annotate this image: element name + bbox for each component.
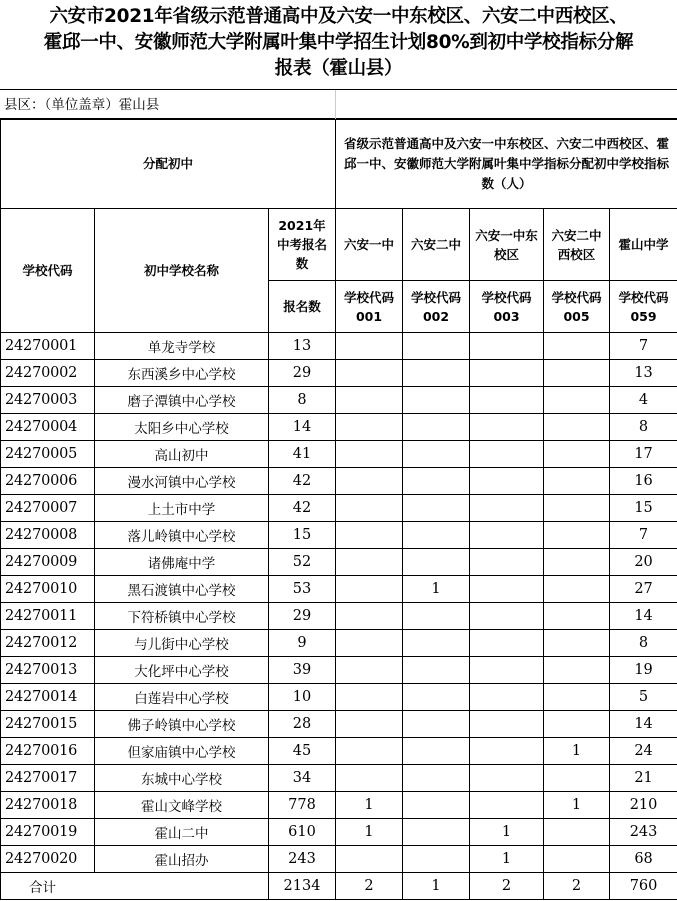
enroll-count-cell: 10 <box>269 684 336 711</box>
quota-cell-005 <box>544 522 610 549</box>
school-code-cell: 24270018 <box>1 792 95 819</box>
quota-cell-005: 1 <box>544 792 610 819</box>
school-code-cell: 24270003 <box>1 387 95 414</box>
school-name-cell: 东西溪乡中心学校 <box>95 360 269 387</box>
table-row <box>1 522 677 549</box>
school-code-cell: 24270009 <box>1 549 95 576</box>
quota-cell-005 <box>544 441 610 468</box>
quota-cell-005 <box>544 468 610 495</box>
table-row <box>1 738 677 765</box>
quota-cell-005 <box>544 819 610 846</box>
table-row <box>1 549 677 576</box>
quota-cell-059: 7 <box>610 522 677 549</box>
table-row <box>1 657 677 684</box>
quota-cell-002 <box>403 630 470 657</box>
quota-cell-001 <box>336 657 403 684</box>
school-name-cell: 诸佛庵中学 <box>95 549 269 576</box>
header-row-1 <box>1 120 677 209</box>
school-name-cell: 漫水河镇中心学校 <box>95 468 269 495</box>
quota-cell-001 <box>336 576 403 603</box>
school-name-cell: 白莲岩中心学校 <box>95 684 269 711</box>
quota-cell-005 <box>544 846 610 873</box>
quota-cell-003 <box>470 738 544 765</box>
quota-cell-003: 1 <box>470 846 544 873</box>
quota-cell-002: 1 <box>403 576 470 603</box>
enroll-count-cell: 28 <box>269 711 336 738</box>
table-row <box>1 603 677 630</box>
school-code-cell: 24270014 <box>1 684 95 711</box>
table-row <box>1 414 677 441</box>
quota-cell-001 <box>336 603 403 630</box>
school-code-cell: 24270001 <box>1 333 95 360</box>
school-name-cell: 佛子岭镇中心学校 <box>95 711 269 738</box>
school-code-cell: 24270013 <box>1 657 95 684</box>
school-name-cell: 单龙寺学校 <box>95 333 269 360</box>
quota-cell-002 <box>403 657 470 684</box>
table-row <box>1 846 677 873</box>
enroll-count-cell: 29 <box>269 603 336 630</box>
quota-cell-059: 16 <box>610 468 677 495</box>
total-cell-c005: 2 <box>544 873 610 900</box>
school-code-cell: 24270007 <box>1 495 95 522</box>
enroll-count-cell: 14 <box>269 414 336 441</box>
quota-cell-001 <box>336 468 403 495</box>
county-divider <box>335 90 336 120</box>
enroll-count-cell: 9 <box>269 630 336 657</box>
quota-cell-001 <box>336 630 403 657</box>
quota-cell-005 <box>544 684 610 711</box>
quota-cell-059: 7 <box>610 333 677 360</box>
quota-cell-002 <box>403 819 470 846</box>
table-row <box>1 765 677 792</box>
table-row <box>1 576 677 603</box>
county-label-row <box>0 89 677 119</box>
quota-cell-002 <box>403 387 470 414</box>
quota-cell-001 <box>336 846 403 873</box>
enroll-count-cell: 42 <box>269 468 336 495</box>
quota-cell-003 <box>470 576 544 603</box>
header-row-2 <box>1 209 677 281</box>
school-code-cell: 24270002 <box>1 360 95 387</box>
quota-cell-003 <box>470 765 544 792</box>
quota-cell-001 <box>336 333 403 360</box>
quota-cell-001 <box>336 549 403 576</box>
quota-cell-059: 19 <box>610 657 677 684</box>
report-title <box>0 0 677 89</box>
quota-cell-005: 1 <box>544 738 610 765</box>
school-name-cell: 上土市中学 <box>95 495 269 522</box>
enroll-count-cell: 243 <box>269 846 336 873</box>
quota-cell-059: 243 <box>610 819 677 846</box>
quota-cell-001 <box>336 414 403 441</box>
table-row <box>1 333 677 360</box>
title-line-1: 六安市2021年省级示范普通高中及六安一中东校区、六安二中西校区、 <box>49 6 628 27</box>
target-code-header-059: 学校代码059 <box>610 281 677 333</box>
quota-cell-002 <box>403 414 470 441</box>
school-code-cell: 24270008 <box>1 522 95 549</box>
quota-cell-005 <box>544 603 610 630</box>
quota-cell-005 <box>544 549 610 576</box>
table-row <box>1 360 677 387</box>
school-name-cell: 霍山招办 <box>95 846 269 873</box>
table-row <box>1 684 677 711</box>
school-name-cell: 黑石渡镇中心学校 <box>95 576 269 603</box>
school-code-cell: 24270004 <box>1 414 95 441</box>
quota-cell-059: 14 <box>610 603 677 630</box>
assign-header: 分配初中 <box>1 120 336 209</box>
school-name-cell: 落儿岭镇中心学校 <box>95 522 269 549</box>
quota-cell-001 <box>336 387 403 414</box>
quota-cell-005 <box>544 387 610 414</box>
quota-cell-003 <box>470 684 544 711</box>
table-row <box>1 711 677 738</box>
enroll-count-cell: 45 <box>269 738 336 765</box>
quota-cell-002 <box>403 711 470 738</box>
quota-cell-003 <box>470 522 544 549</box>
school-code-cell: 24270019 <box>1 819 95 846</box>
target-name-header-002: 六安二中 <box>403 209 470 281</box>
school-code-cell: 24270020 <box>1 846 95 873</box>
school-name-cell: 大化坪中心学校 <box>95 657 269 684</box>
quota-cell-002 <box>403 846 470 873</box>
school-code-cell: 24270006 <box>1 468 95 495</box>
quota-cell-003 <box>470 711 544 738</box>
allocation-table <box>0 119 677 900</box>
quota-cell-002 <box>403 549 470 576</box>
table-row <box>1 495 677 522</box>
total-cell-c002: 1 <box>403 873 470 900</box>
target-name-header-001: 六安一中 <box>336 209 403 281</box>
quota-cell-005 <box>544 495 610 522</box>
enroll-count-cell: 29 <box>269 360 336 387</box>
allocation-header: 省级示范普通高中及六安一中东校区、六安二中西校区、霍邱一中、安徽师范大学附属叶集中学指标分配初中学校指标数（人） <box>336 120 677 209</box>
quota-cell-002 <box>403 360 470 387</box>
quota-cell-005 <box>544 630 610 657</box>
quota-cell-002 <box>403 522 470 549</box>
enroll-count-cell: 42 <box>269 495 336 522</box>
quota-cell-003 <box>470 441 544 468</box>
quota-cell-001 <box>336 684 403 711</box>
enroll-count-cell: 13 <box>269 333 336 360</box>
county-label: 县区：（单位盖章）霍山县 <box>4 97 160 113</box>
quota-cell-001 <box>336 765 403 792</box>
quota-cell-005 <box>544 576 610 603</box>
quota-cell-005 <box>544 765 610 792</box>
quota-cell-003 <box>470 792 544 819</box>
title-line-3: 报表（霍山县） <box>274 58 403 79</box>
school-name-cell: 东城中心学校 <box>95 765 269 792</box>
quota-cell-001 <box>336 360 403 387</box>
quota-cell-059: 4 <box>610 387 677 414</box>
target-name-header-059: 霍山中学 <box>610 209 677 281</box>
enroll-count-cell: 8 <box>269 387 336 414</box>
school-code-cell: 24270010 <box>1 576 95 603</box>
quota-cell-059: 8 <box>610 414 677 441</box>
quota-cell-059: 68 <box>610 846 677 873</box>
enroll-count-cell: 778 <box>269 792 336 819</box>
quota-cell-059: 24 <box>610 738 677 765</box>
total-cell-enroll: 2134 <box>269 873 336 900</box>
quota-cell-001 <box>336 522 403 549</box>
total-cell-c059: 760 <box>610 873 677 900</box>
target-code-header-005: 学校代码005 <box>544 281 610 333</box>
school-name-cell: 但家庙镇中心学校 <box>95 738 269 765</box>
quota-cell-002 <box>403 333 470 360</box>
quota-cell-003 <box>470 549 544 576</box>
total-row <box>1 873 677 900</box>
school-name-cell: 与儿街中心学校 <box>95 630 269 657</box>
quota-cell-001: 1 <box>336 792 403 819</box>
quota-cell-005 <box>544 711 610 738</box>
quota-cell-059: 21 <box>610 765 677 792</box>
quota-cell-003 <box>470 387 544 414</box>
table-row <box>1 792 677 819</box>
target-name-header-003: 六安一中东校区 <box>470 209 544 281</box>
quota-cell-059: 20 <box>610 549 677 576</box>
school-name-cell: 霍山二中 <box>95 819 269 846</box>
school-code-cell: 24270005 <box>1 441 95 468</box>
school-name-header: 初中学校名称 <box>95 209 269 333</box>
quota-cell-005 <box>544 657 610 684</box>
quota-cell-002 <box>403 441 470 468</box>
school-code-cell: 24270015 <box>1 711 95 738</box>
quota-cell-001: 1 <box>336 819 403 846</box>
quota-cell-002 <box>403 495 470 522</box>
enroll-count-cell: 41 <box>269 441 336 468</box>
total-label: 合计 <box>1 873 269 900</box>
enroll-count-cell: 53 <box>269 576 336 603</box>
school-code-cell: 24270016 <box>1 738 95 765</box>
quota-cell-002 <box>403 468 470 495</box>
quota-cell-005 <box>544 333 610 360</box>
quota-cell-002 <box>403 738 470 765</box>
quota-cell-005 <box>544 414 610 441</box>
quota-cell-002 <box>403 603 470 630</box>
table-row <box>1 819 677 846</box>
quota-cell-003 <box>470 468 544 495</box>
school-code-cell: 24270011 <box>1 603 95 630</box>
quota-cell-003 <box>470 630 544 657</box>
quota-cell-003 <box>470 333 544 360</box>
enroll-count-cell: 610 <box>269 819 336 846</box>
table-row <box>1 441 677 468</box>
quota-cell-002 <box>403 765 470 792</box>
quota-cell-002 <box>403 792 470 819</box>
quota-cell-003 <box>470 495 544 522</box>
enroll-count-cell: 15 <box>269 522 336 549</box>
quota-cell-003 <box>470 657 544 684</box>
quota-cell-002 <box>403 684 470 711</box>
school-name-cell: 高山初中 <box>95 441 269 468</box>
quota-cell-059: 27 <box>610 576 677 603</box>
enroll-count-cell: 34 <box>269 765 336 792</box>
quota-cell-001 <box>336 711 403 738</box>
quota-cell-003 <box>470 603 544 630</box>
quota-cell-059: 13 <box>610 360 677 387</box>
target-code-header-001: 学校代码001 <box>336 281 403 333</box>
school-name-cell: 太阳乡中心学校 <box>95 414 269 441</box>
quota-cell-003: 1 <box>470 819 544 846</box>
school-code-header: 学校代码 <box>1 209 95 333</box>
table-row <box>1 468 677 495</box>
school-name-cell: 霍山文峰学校 <box>95 792 269 819</box>
school-name-cell: 磨子潭镇中心学校 <box>95 387 269 414</box>
total-cell-c003: 2 <box>470 873 544 900</box>
quota-cell-001 <box>336 738 403 765</box>
quota-cell-003 <box>470 360 544 387</box>
school-name-cell: 下符桥镇中心学校 <box>95 603 269 630</box>
target-name-header-005: 六安二中西校区 <box>544 209 610 281</box>
quota-cell-059: 5 <box>610 684 677 711</box>
quota-cell-059: 210 <box>610 792 677 819</box>
title-line-2: 霍邱一中、安徽师范大学附属叶集中学招生计划80%到初中学校指标分解 <box>43 32 634 53</box>
quota-cell-005 <box>544 360 610 387</box>
target-code-header-002: 学校代码002 <box>403 281 470 333</box>
quota-cell-059: 17 <box>610 441 677 468</box>
enroll-count-cell: 52 <box>269 549 336 576</box>
school-code-cell: 24270012 <box>1 630 95 657</box>
total-cell-c001: 2 <box>336 873 403 900</box>
quota-cell-003 <box>470 414 544 441</box>
quota-cell-059: 8 <box>610 630 677 657</box>
quota-cell-001 <box>336 441 403 468</box>
quota-cell-059: 14 <box>610 711 677 738</box>
enroll-top-header: 2021年中考报名数 <box>269 209 336 281</box>
table-row <box>1 387 677 414</box>
target-code-header-003: 学校代码003 <box>470 281 544 333</box>
table-row <box>1 630 677 657</box>
enroll-bottom-header: 报名数 <box>269 281 336 333</box>
enroll-count-cell: 39 <box>269 657 336 684</box>
school-code-cell: 24270017 <box>1 765 95 792</box>
quota-cell-059: 15 <box>610 495 677 522</box>
quota-cell-001 <box>336 495 403 522</box>
